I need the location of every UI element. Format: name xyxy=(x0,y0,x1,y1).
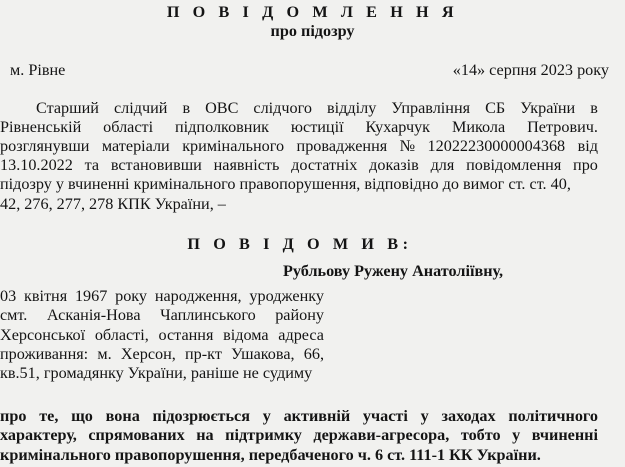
word: юстиції xyxy=(290,118,344,137)
document-date: «14» серпня 2023 року xyxy=(452,61,609,79)
word: тобто xyxy=(460,426,501,445)
word: Херсон, xyxy=(120,344,176,363)
word: матеріали xyxy=(101,137,170,156)
word: Старший xyxy=(36,99,99,117)
word: у xyxy=(262,407,271,425)
word: пр-кт xyxy=(185,344,222,363)
word: Кухарчук xyxy=(365,118,431,137)
word: Херсонської xyxy=(0,325,86,344)
word: 13.10.2022 xyxy=(0,156,73,175)
word: проживання: xyxy=(0,344,89,363)
text-line xyxy=(0,119,598,135)
word: Петрович. xyxy=(527,118,598,137)
word: політичного xyxy=(508,407,598,425)
text-line xyxy=(0,176,571,192)
word: кримінального правопорушення, передбаченого ч. 6 ст. 111-1 КК України. xyxy=(0,445,541,464)
word: Чаплинського xyxy=(160,306,256,325)
document-subtitle: про підозру xyxy=(270,22,355,40)
word: СБ xyxy=(485,99,506,117)
text-line xyxy=(0,408,598,424)
word: кримінального xyxy=(182,137,285,156)
word: відділу xyxy=(327,99,377,117)
text-line xyxy=(0,288,324,304)
word: Управління xyxy=(391,99,471,117)
word: на xyxy=(196,426,214,445)
word: 66, xyxy=(303,344,324,363)
word: смт. xyxy=(0,306,28,325)
word: уродженку xyxy=(249,287,324,305)
word: області, xyxy=(94,325,149,344)
text-line xyxy=(0,307,324,323)
text-line xyxy=(0,196,226,212)
word: розглянувши xyxy=(0,137,90,156)
word: 12022230000004368 xyxy=(427,137,566,156)
text-line xyxy=(0,447,541,463)
word: спрямованих xyxy=(88,426,185,445)
word: 03 xyxy=(0,287,17,305)
text-line xyxy=(0,365,312,381)
word: Микола xyxy=(451,118,506,137)
word: повідомлення xyxy=(466,156,562,175)
word: доказів xyxy=(369,156,419,175)
section-heading: П О В І Д О М И В: xyxy=(187,235,413,253)
text-line xyxy=(0,346,324,362)
word: України xyxy=(520,99,576,117)
word: в xyxy=(590,99,598,117)
word: характеру, xyxy=(0,426,77,445)
word: вона xyxy=(105,407,140,425)
word: народження, xyxy=(154,287,242,305)
word: те, xyxy=(39,407,59,425)
word: області xyxy=(103,118,154,137)
word: відома xyxy=(223,325,269,344)
word: від xyxy=(577,137,598,156)
word: ОВС xyxy=(205,99,239,117)
word: про xyxy=(0,407,27,425)
word: що xyxy=(71,407,93,425)
word: для xyxy=(430,156,455,175)
word: підозрюється xyxy=(152,407,250,425)
word: Ушакова, xyxy=(231,344,295,363)
word: встановивши xyxy=(110,156,202,175)
word: та xyxy=(84,156,100,175)
suspect-name: Рубльову Ружену Анатоліївну, xyxy=(283,262,504,280)
word: підозру у вчиненні кримінального правопорушення, відповідно до вимог ст. ст. 40, xyxy=(0,175,571,194)
text-line xyxy=(0,138,598,154)
city: м. Рівне xyxy=(10,61,66,79)
word: у xyxy=(512,426,521,445)
word: слідчого xyxy=(253,99,312,117)
word: № xyxy=(399,137,416,156)
word: району xyxy=(275,306,324,325)
word: 42, 276, 277, 278 КПК України, – xyxy=(0,194,226,213)
word: про xyxy=(573,156,598,175)
word: 1967 xyxy=(74,287,108,305)
word: Рівненській xyxy=(0,118,82,137)
word: адреса xyxy=(278,325,324,344)
word: вчиненні xyxy=(531,426,598,445)
word: у xyxy=(420,407,429,425)
word: квітня xyxy=(23,287,68,305)
document-title: П О В І Д О М Л Е Н Н Я xyxy=(166,3,459,21)
word: Асканія-Нова xyxy=(46,306,141,325)
word: підполковник xyxy=(175,118,270,137)
word: кв.51, громадянку України, раніше не судиму xyxy=(0,364,313,383)
word: провадження xyxy=(296,137,388,156)
word: наявність xyxy=(213,156,280,175)
text-line xyxy=(0,157,598,173)
text-line xyxy=(0,327,324,343)
word: участі xyxy=(362,407,408,425)
word: активній xyxy=(283,407,351,425)
word: остання xyxy=(158,325,214,344)
word: достатніх xyxy=(291,156,358,175)
text-line xyxy=(36,100,598,116)
word: держави-агресора, xyxy=(313,426,450,445)
word: м. xyxy=(97,344,112,363)
word: заходах xyxy=(441,407,496,425)
word: слідчий xyxy=(113,99,168,117)
text-line xyxy=(0,427,598,443)
word: року xyxy=(115,287,148,305)
word: підтримку xyxy=(225,426,302,445)
word: в xyxy=(182,99,191,117)
